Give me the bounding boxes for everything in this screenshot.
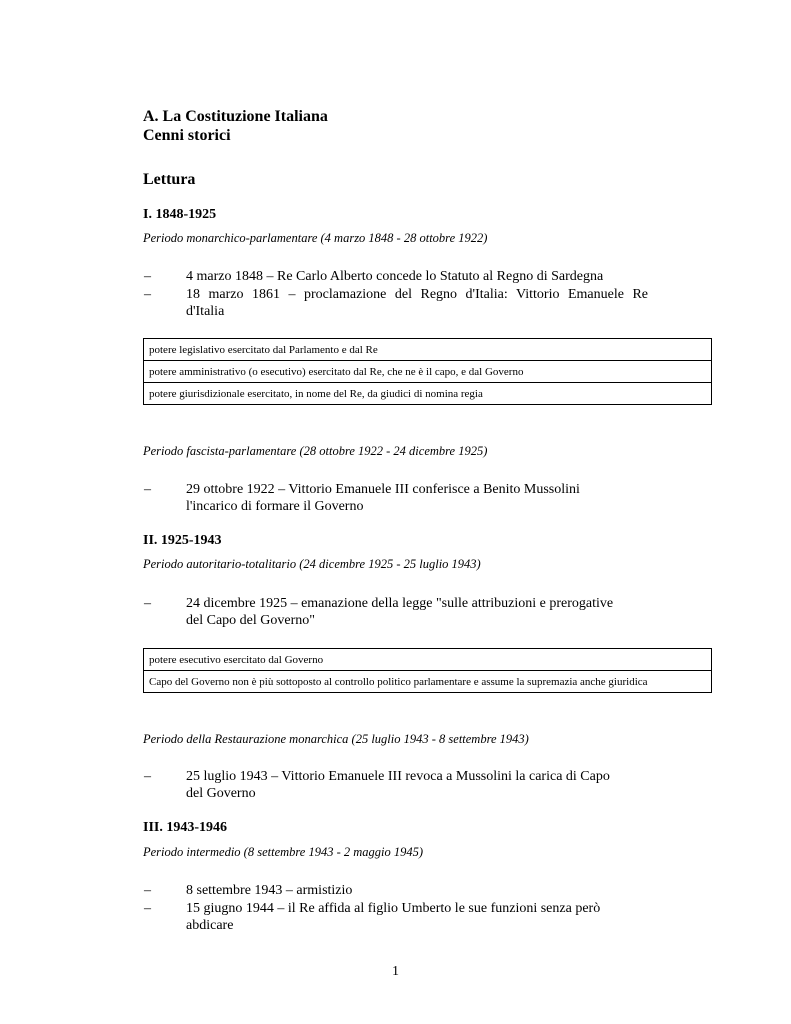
table-cell: potere legislativo esercitato dal Parlamento e dal Re: [149, 343, 378, 356]
bullet-revoca-mussolini-cont: del Governo: [186, 786, 256, 801]
table-cell: potere esecutivo esercitato dal Governo: [149, 653, 324, 666]
bullet-dash: –: [144, 901, 151, 916]
table-cell: potere giurisdizionale esercitato, in nome del Re, da giudici di nomina regia: [144, 383, 712, 405]
table-row: [144, 339, 712, 361]
table-row: [144, 671, 712, 693]
bullet-umberto: 15 giugno 1944 – il Re affida al figlio Umberto le sue funzioni senza però: [186, 901, 601, 916]
section-heading-2: II. 1925-1943: [143, 533, 222, 548]
bullet-statuto: 4 marzo 1848 – Re Carlo Alberto concede lo Statuto al Regno di Sardegna: [186, 269, 604, 284]
bullet-dash: –: [144, 482, 151, 497]
page-number: 1: [392, 964, 399, 979]
title-line-1: A. La Costituzione Italiana: [143, 108, 328, 125]
section-heading-3: III. 1943-1946: [143, 820, 228, 835]
table-cell: potere amministrativo (o esecutivo) esercitato dal Re, che ne è il capo, e dal Governo: [144, 361, 712, 383]
powers-table-1: [143, 338, 712, 405]
bullet-umberto-cont: abdicare: [186, 918, 234, 933]
table-row: [144, 649, 712, 671]
bullet-revoca-mussolini: 25 luglio 1943 – Vittorio Emanuele III revoca a Mussolini la carica di Capo: [186, 769, 610, 784]
section-heading-1: I. 1848-1925: [143, 207, 217, 222]
bullet-incarico-mussolini: 29 ottobre 1922 – Vittorio Emanuele III conferisce a Benito Mussolini: [186, 482, 580, 497]
bullet-dash: –: [144, 883, 151, 898]
bullet-incarico-mussolini-cont: l'incarico di formare il Governo: [186, 499, 364, 514]
bullet-dash: –: [144, 769, 151, 784]
bullet-dash: –: [144, 287, 151, 302]
bullet-legge-capo-governo-cont: del Capo del Governo": [186, 613, 315, 628]
powers-table-2: [143, 648, 712, 693]
table-row: [144, 361, 712, 383]
title-line-2: Cenni storici: [143, 127, 231, 144]
period-monarchico: Periodo monarchico-parlamentare (4 marzo 1848 - 28 ottobre 1922): [143, 231, 488, 245]
lettura-heading: Lettura: [143, 171, 196, 188]
table-cell: Capo del Governo non è più sottoposto al controllo politico parlamentare e assume la supremazia anche giuridica: [144, 671, 712, 693]
bullet-regno-italia-cont: d'Italia: [186, 304, 225, 319]
bullet-armistizio: 8 settembre 1943 – armistizio: [186, 883, 353, 898]
period-fascista: Periodo fascista-parlamentare (28 ottobre 1922 - 24 dicembre 1925): [143, 444, 488, 458]
table-row: [144, 383, 712, 405]
bullet-dash: –: [144, 269, 151, 284]
bullet-legge-capo-governo: 24 dicembre 1925 – emanazione della legge "sulle attribuzioni e prerogative: [186, 596, 614, 611]
period-autoritario: Periodo autoritario-totalitario (24 dicembre 1925 - 25 luglio 1943): [143, 557, 481, 571]
period-restaurazione: Periodo della Restaurazione monarchica (25 luglio 1943 - 8 settembre 1943): [143, 732, 529, 746]
bullet-dash: –: [144, 596, 151, 611]
period-intermedio: Periodo intermedio (8 settembre 1943 - 2 maggio 1945): [143, 845, 424, 859]
bullet-regno-italia: 18 marzo 1861 – proclamazione del Regno d'Italia: Vittorio Emanuele Re: [186, 287, 648, 302]
